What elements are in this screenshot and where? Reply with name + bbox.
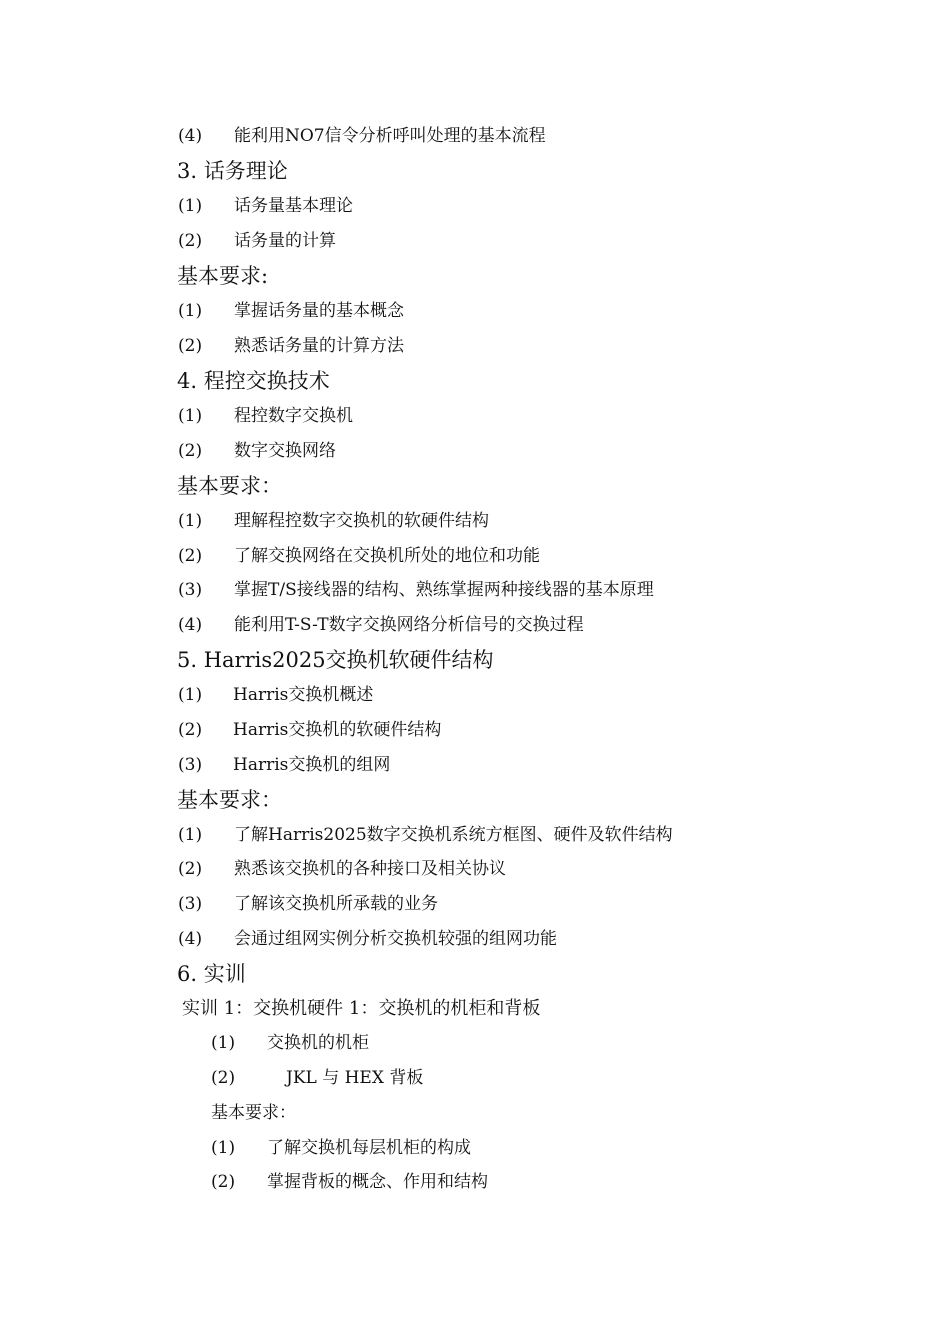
item-text: 熟悉该交换机的各种接口及相关协议	[234, 859, 506, 879]
item-text: JKL 与 HEX 背板	[286, 1068, 424, 1088]
item-text: 理解程控数字交换机的软硬件结构	[234, 511, 489, 531]
item-text: 了解交换网络在交换机所处的地位和功能	[234, 546, 540, 566]
section-heading: 3. 话务理论	[177, 159, 288, 183]
item-number: (2)	[178, 231, 203, 251]
item-text: 会通过组网实例分析交换机较强的组网功能	[234, 929, 557, 949]
item-number: (1)	[211, 1033, 236, 1053]
item-text: Harris交换机概述	[233, 685, 374, 705]
item-number: (1)	[211, 1138, 236, 1158]
requirements-heading: 基本要求：	[177, 474, 282, 498]
item-number: (1)	[178, 406, 203, 426]
item-number: (4)	[178, 929, 203, 949]
item-number: (2)	[178, 441, 203, 461]
item-text: 了解交换机每层机柜的构成	[267, 1138, 471, 1158]
item-text: 了解该交换机所承载的业务	[234, 894, 438, 914]
requirements-heading: 基本要求：	[177, 788, 282, 812]
section-heading: 6. 实训	[177, 962, 246, 986]
item-number: (1)	[178, 685, 203, 705]
item-number: (1)	[178, 301, 203, 321]
item-text: 交换机的机柜	[267, 1033, 369, 1053]
item-text: 掌握话务量的基本概念	[234, 301, 404, 321]
item-number: (1)	[178, 825, 203, 845]
lab-title: 实训 1：交换机硬件 1：交换机的机柜和背板	[182, 998, 541, 1019]
item-number: (1)	[178, 511, 203, 531]
item-number: (4)	[178, 126, 203, 146]
item-number: (3)	[178, 894, 203, 914]
item-number: (2)	[178, 720, 203, 740]
item-text: 程控数字交换机	[234, 406, 353, 426]
item-text: 话务量的计算	[234, 231, 336, 251]
item-text: 能利用T-S-T数字交换网络分析信号的交换过程	[234, 615, 584, 635]
item-text: 熟悉话务量的计算方法	[234, 336, 404, 356]
item-number: (2)	[178, 336, 203, 356]
item-text: 话务量基本理论	[234, 196, 353, 216]
item-number: (3)	[178, 580, 203, 600]
item-number: (2)	[211, 1172, 236, 1192]
section-heading: 4. 程控交换技术	[177, 369, 330, 393]
item-number: (2)	[178, 859, 203, 879]
item-text: 掌握T/S接线器的结构、熟练掌握两种接线器的基本原理	[234, 580, 654, 600]
item-text: Harris交换机的组网	[233, 755, 391, 775]
section-heading: 5. Harris2025交换机软硬件结构	[177, 648, 494, 672]
item-text: Harris交换机的软硬件结构	[233, 720, 442, 740]
requirements-heading: 基本要求:	[177, 264, 269, 288]
item-number: (3)	[178, 755, 203, 775]
item-text: 能利用NO7信令分析呼叫处理的基本流程	[234, 126, 546, 146]
item-text: 掌握背板的概念、作用和结构	[267, 1172, 488, 1192]
requirements-heading: 基本要求：	[211, 1103, 296, 1123]
item-number: (2)	[211, 1068, 236, 1088]
item-number: (4)	[178, 615, 203, 635]
item-number: (1)	[178, 196, 203, 216]
item-text: 了解Harris2025数字交换机系统方框图、硬件及软件结构	[234, 825, 673, 845]
item-text: 数字交换网络	[234, 441, 336, 461]
item-number: (2)	[178, 546, 203, 566]
